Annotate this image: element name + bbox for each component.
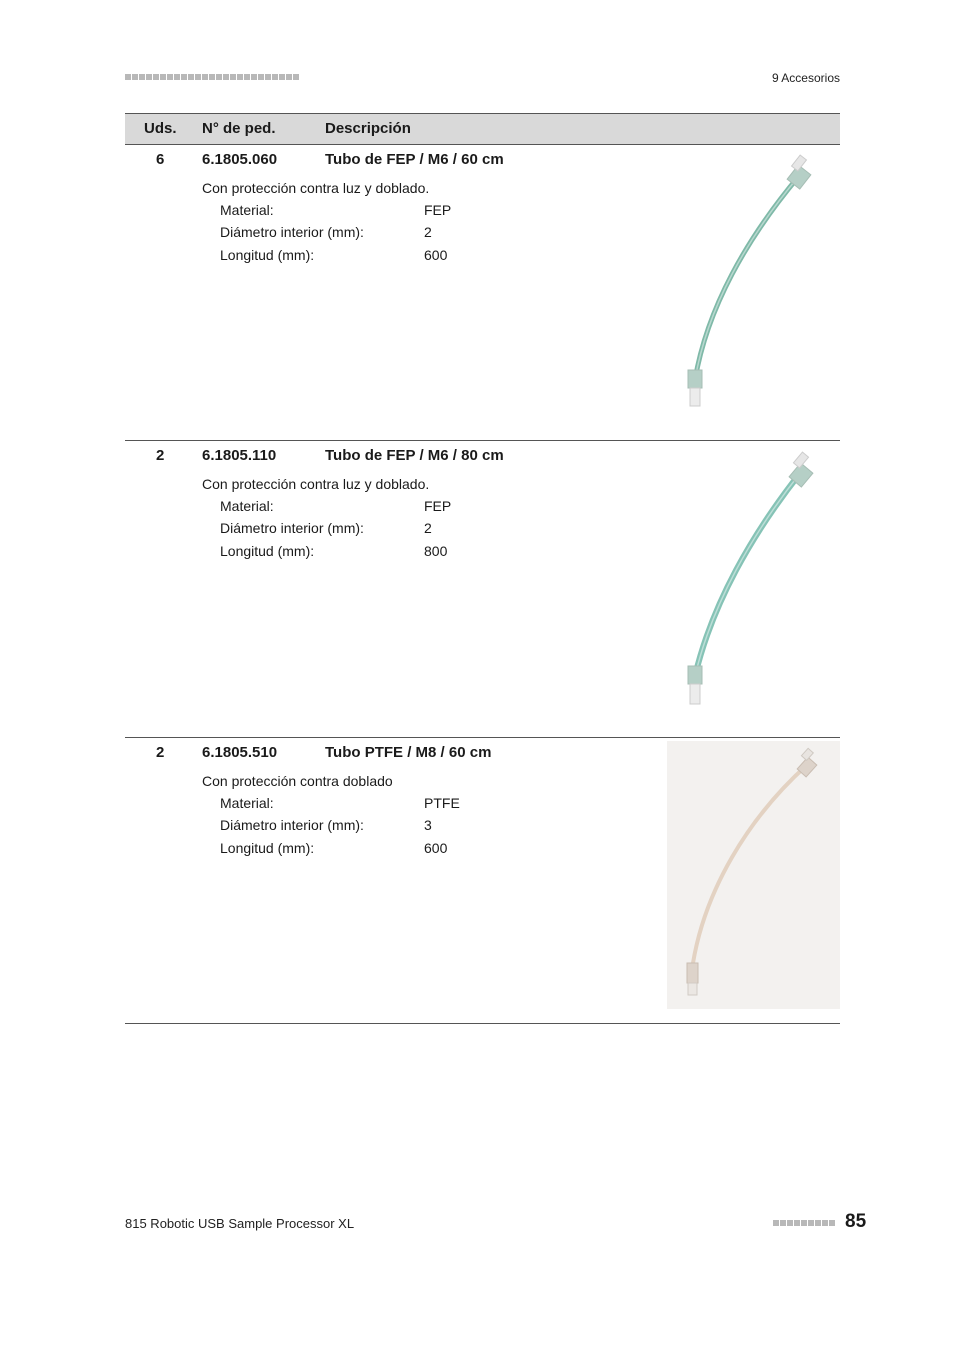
row-qty: 2	[156, 744, 165, 761]
row-order-number: 6.1805.510	[202, 744, 278, 761]
row-product-name: Tubo de FEP / M6 / 80 cm	[325, 447, 504, 464]
tube-photo	[667, 444, 840, 712]
row-order-number: 6.1805.060	[202, 151, 278, 168]
page-number: 85	[845, 1211, 867, 1232]
row-order-number: 6.1805.110	[202, 447, 277, 464]
table-row: 2 6.1805.510 Tubo PTFE / M8 / 60 cm Con protección contra doblado Material: PTFE Diámetro interior (mm): 3 Longitud (mm): 600	[125, 737, 840, 1023]
row-separator	[125, 737, 840, 738]
row-note: Con protección contra doblado	[202, 773, 393, 789]
header-decoration	[125, 74, 299, 80]
row-product-name: Tubo PTFE / M8 / 60 cm	[325, 744, 492, 761]
row-qty: 2	[156, 447, 165, 464]
row-product-name: Tubo de FEP / M6 / 60 cm	[325, 151, 504, 168]
row-note: Con protección contra luz y doblado.	[202, 180, 430, 196]
column-header-qty: Uds.	[144, 120, 177, 137]
footer-decoration	[773, 1220, 835, 1226]
column-header-ref: N° de ped.	[202, 120, 276, 137]
table-row: 6 6.1805.060 Tubo de FEP / M6 / 60 cm Con protección contra luz y doblado. Material: FEP Diámetro interior (mm): 2 Longitud (mm): 600	[125, 144, 840, 440]
table-bottom-rule	[125, 1023, 840, 1024]
tube-photo	[667, 148, 840, 416]
table-header	[125, 113, 840, 145]
row-separator	[125, 440, 840, 441]
section-title: 9 Accesorios	[771, 71, 840, 85]
footer-document-title: 815 Robotic USB Sample Processor XL	[125, 1216, 355, 1231]
tube-photo	[667, 741, 840, 1009]
column-header-desc: Descripción	[325, 120, 411, 137]
table-row: 2 6.1805.110 Tubo de FEP / M6 / 80 cm Con protección contra luz y doblado. Material: FEP Diámetro interior (mm): 2 Longitud (mm): 800	[125, 440, 840, 737]
row-qty: 6	[156, 151, 165, 168]
row-note: Con protección contra luz y doblado.	[202, 476, 430, 492]
